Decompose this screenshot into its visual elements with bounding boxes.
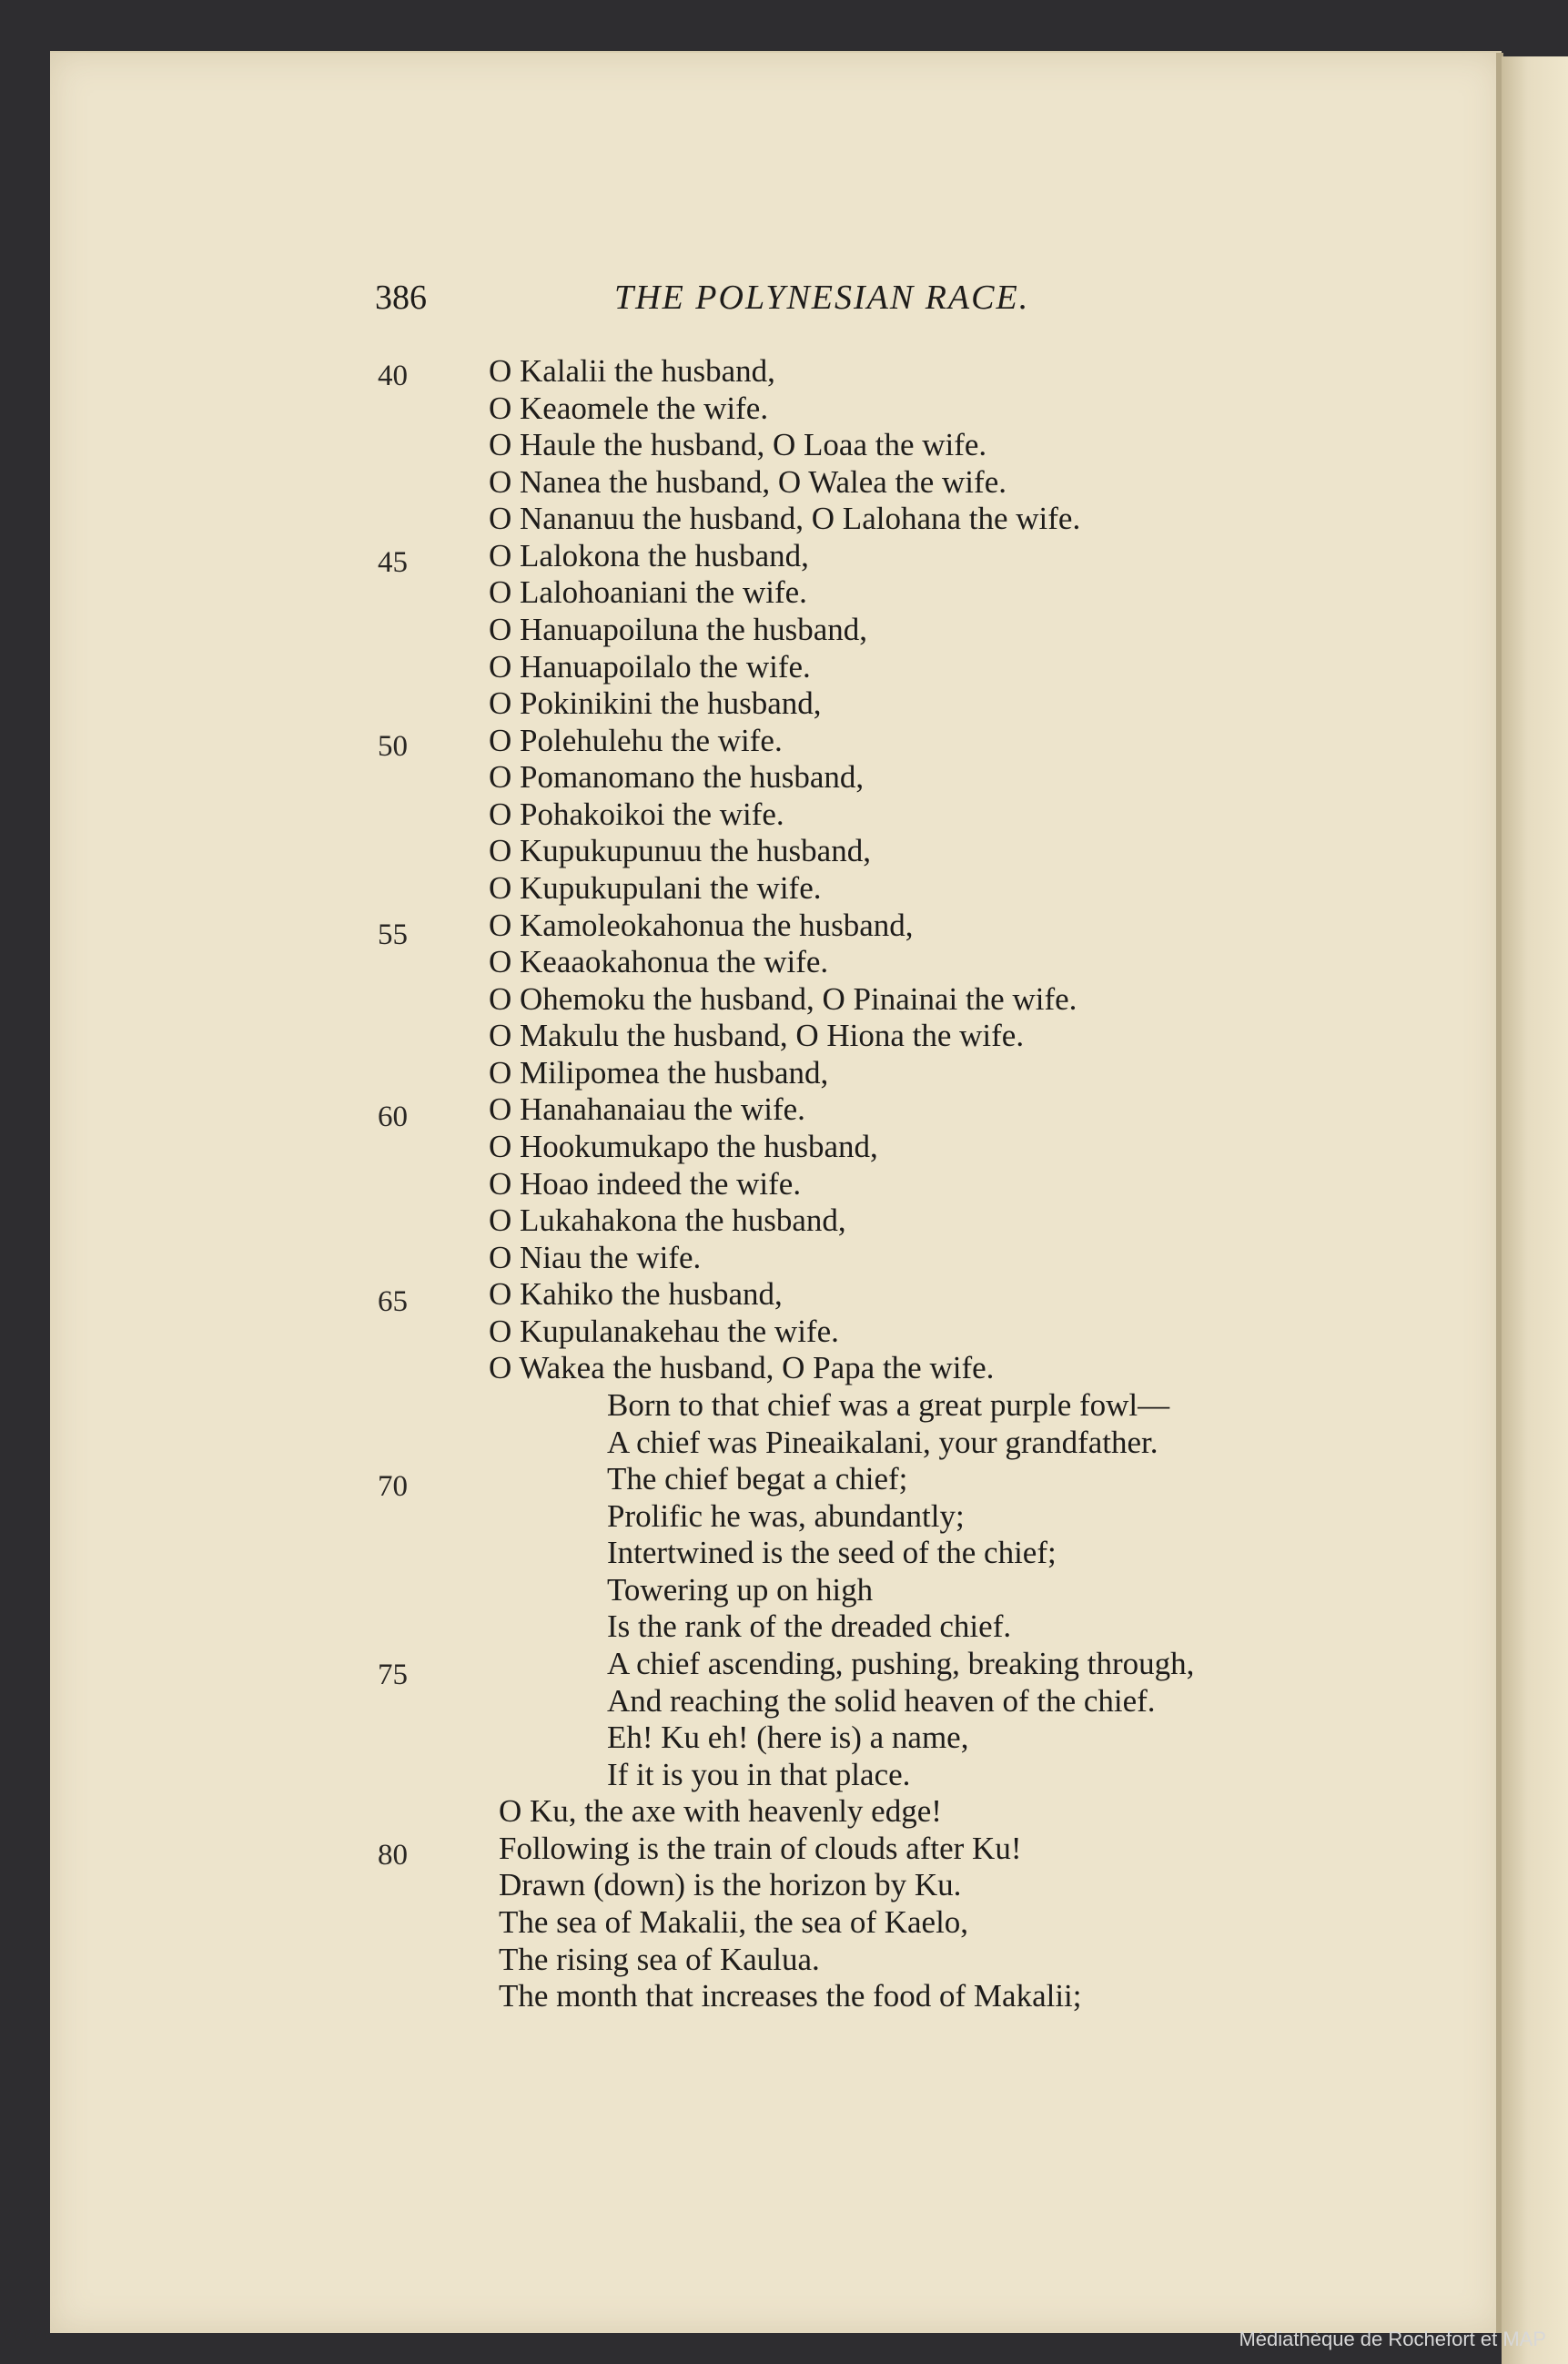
- library-credit: Médiathèque de Rochefort et MAP: [1239, 2328, 1546, 2350]
- verse-line: O Ohemoku the husband, O Pinainai the wife.: [489, 981, 1077, 1017]
- verse-line: A chief was Pineaikalani, your grandfather.: [607, 1425, 1158, 1460]
- verse-line: O Hanuapoiluna the husband,: [489, 612, 868, 647]
- verse-line: Drawn (down) is the horizon by Ku.: [499, 1867, 962, 1902]
- verse-line: O Keaaokahonua the wife.: [489, 944, 829, 979]
- verse-line: O Hanahanaiau the wife.: [489, 1091, 805, 1127]
- line-number: 60: [378, 1101, 408, 1133]
- verse-line: O Nananuu the husband, O Lalohana the wife.: [489, 501, 1081, 536]
- line-number: 70: [378, 1470, 408, 1503]
- verse-line: O Keaomele the wife.: [489, 391, 769, 426]
- verse-line: O Kupukupunuu the husband,: [489, 833, 871, 868]
- facing-page-edge: [1502, 56, 1568, 2364]
- line-number: 65: [378, 1285, 408, 1318]
- verse-line: Towering up on high: [607, 1572, 874, 1608]
- verse-line: O Pohakoikoi the wife.: [489, 796, 784, 832]
- line-number: 50: [378, 730, 408, 763]
- verse-line: Born to that chief was a great purple fowl—: [607, 1387, 1170, 1423]
- page-number: 386: [375, 279, 427, 317]
- verse-line: O Niau the wife.: [489, 1240, 702, 1275]
- verse-line: The sea of Makalii, the sea of Kaelo,: [499, 1904, 969, 1940]
- verse-line: Prolific he was, abundantly;: [607, 1498, 965, 1534]
- verse-line: O Lalokona the husband,: [489, 538, 809, 573]
- line-number: 75: [378, 1659, 408, 1691]
- verse-line: O Hanuapoilalo the wife.: [489, 649, 811, 685]
- verse-line: O Hookumukapo the husband,: [489, 1129, 878, 1164]
- verse-line: The chief begat a chief;: [607, 1461, 908, 1497]
- verse-line: O Lalohoaniani the wife.: [489, 574, 807, 610]
- verse-line: Intertwined is the seed of the chief;: [607, 1535, 1057, 1570]
- verse-line: O Kupulanakehau the wife.: [489, 1314, 839, 1349]
- running-title: THE POLYNESIAN RACE.: [614, 279, 1030, 317]
- verse-line: O Kahiko the husband,: [489, 1276, 783, 1312]
- verse-line: O Kupukupulani the wife.: [489, 870, 822, 906]
- verse-line: O Wakea the husband, O Papa the wife.: [489, 1350, 995, 1385]
- verse-line: A chief ascending, pushing, breaking through,: [607, 1646, 1195, 1681]
- verse-line: O Haule the husband, O Loaa the wife.: [489, 427, 987, 462]
- verse-line: And reaching the solid heaven of the chief.: [607, 1683, 1156, 1719]
- verse-line: The month that increases the food of Makalii;: [499, 1978, 1082, 2014]
- verse-line: O Nanea the husband, O Walea the wife.: [489, 464, 1007, 500]
- verse-line: O Polehulehu the wife.: [489, 723, 783, 758]
- verse-line: O Kamoleokahonua the husband,: [489, 908, 914, 943]
- verse-line: O Ku, the axe with heavenly edge!: [499, 1793, 942, 1829]
- verse-line: Is the rank of the dreaded chief.: [607, 1608, 1012, 1644]
- line-number: 55: [378, 918, 408, 951]
- verse-line: O Pomanomano the husband,: [489, 759, 865, 795]
- verse-line: O Hoao indeed the wife.: [489, 1166, 802, 1202]
- verse-line: The rising sea of Kaulua.: [499, 1942, 820, 1977]
- line-number: 45: [378, 546, 408, 579]
- verse-line: O Lukahakona the husband,: [489, 1202, 846, 1238]
- verse-line: O Kalalii the husband,: [489, 353, 775, 389]
- verse-line: Eh! Ku eh! (here is) a name,: [607, 1720, 969, 1755]
- verse-line: O Makulu the husband, O Hiona the wife.: [489, 1018, 1025, 1053]
- verse-line: O Milipomea the husband,: [489, 1055, 829, 1091]
- verse-line: If it is you in that place.: [607, 1757, 911, 1792]
- verse-line: O Pokinikini the husband,: [489, 685, 822, 721]
- line-number: 80: [378, 1839, 408, 1872]
- verse-line: Following is the train of clouds after Ku!: [499, 1831, 1022, 1866]
- line-number: 40: [378, 360, 408, 392]
